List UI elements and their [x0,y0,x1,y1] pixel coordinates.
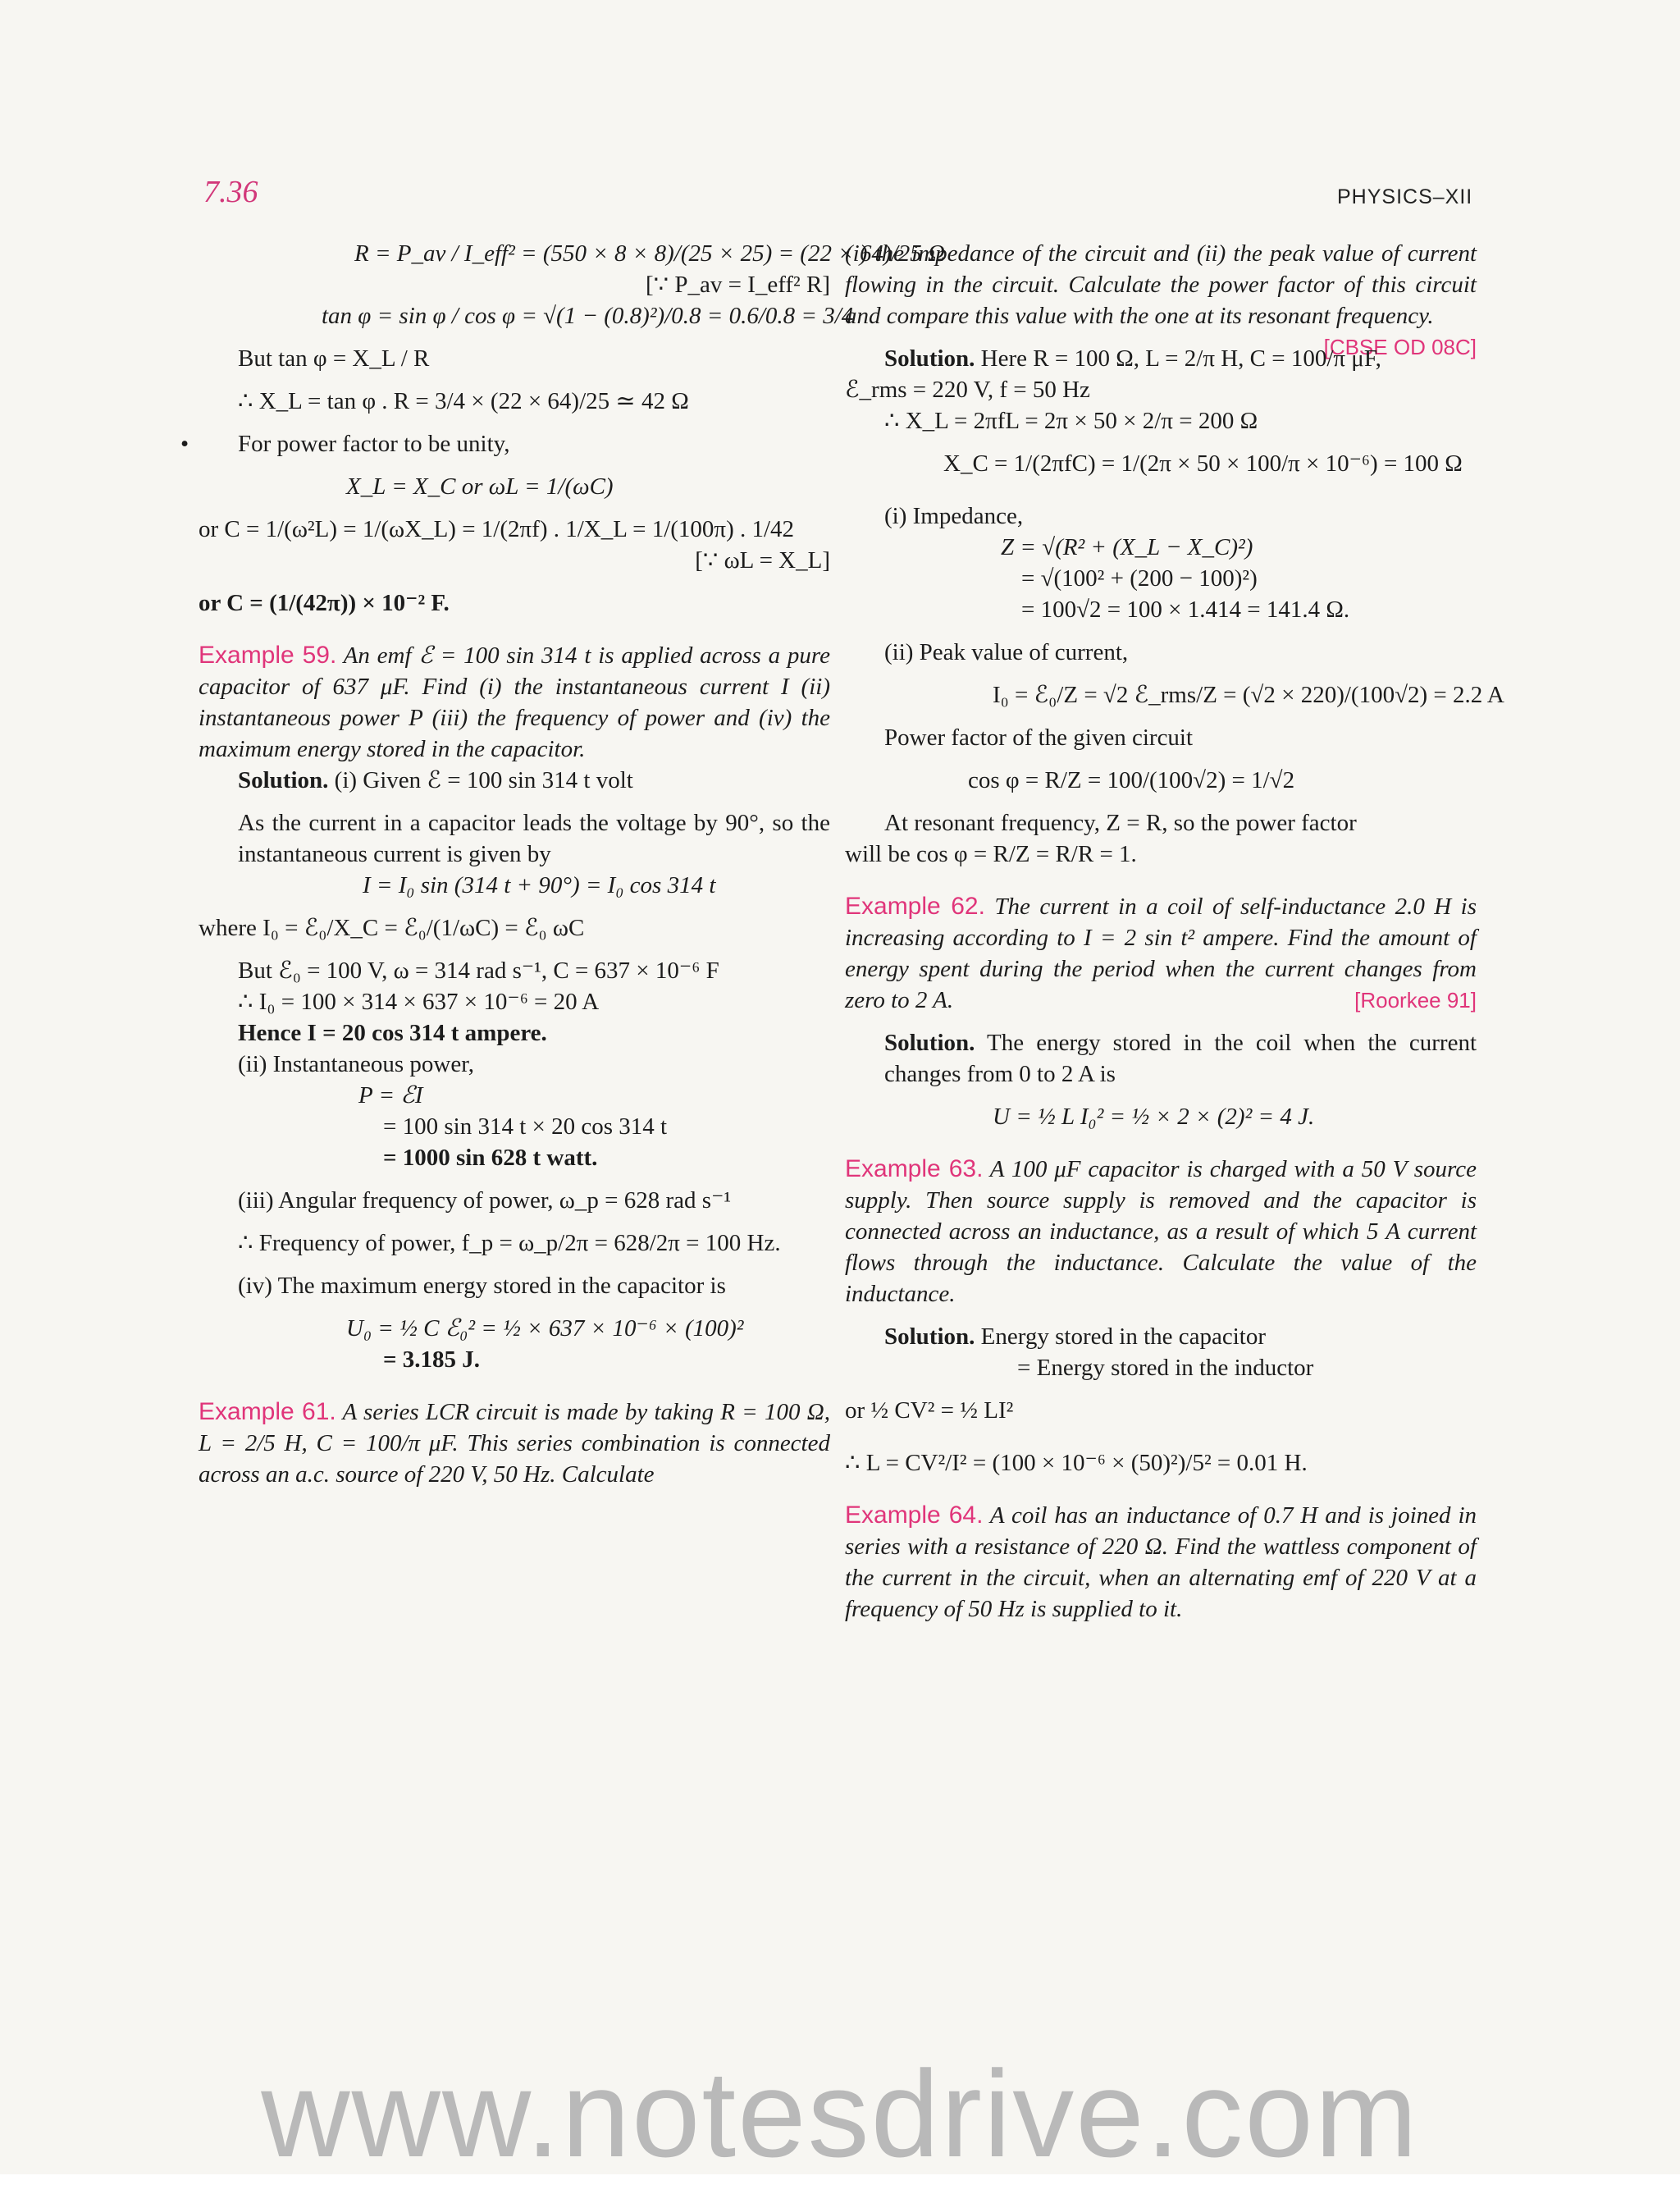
equation-line: ∴ Frequency of power, f_p = ω_p/2π = 628/2π = 100 Hz. [238,1230,781,1256]
equation-line: or C = 1/(ω²L) = 1/(ωX_L) = 1/(2πf) . 1/X_L = 1/(100π) . 1/42 [199,516,795,542]
example-label: Example 62. [845,893,985,920]
example-61-statement-continued: (i) the impedance of the circuit and (ii) the peak value of current flowing in the circuit. Calculate the power factor of this circuit and compare this value with the one at its resonant frequency. [CBSE OD 08C] [845,238,1477,331]
body-text: (ii) Instantaneous power, [238,1051,474,1077]
equation-line: or C = (1/(42π)) × 10⁻² F. [199,590,450,616]
example-64-statement: Example 64. A coil has an inductance of 0.7 H and is joined in series with a resistance of 220 Ω. Find the wattless component of the current in the circuit, when an alternating emf of 220 V at a frequency of 50 Hz is supplied to it. [845,1502,1477,1622]
page-number: 7.36 [203,175,258,209]
equation-line: I = I₀ sin (314 t + 90°) = I₀ cos 314 t [363,872,716,898]
equation-line: ℰ_rms = 220 V, f = 50 Hz [845,377,1090,403]
equation-line: ∴ I₀ = 100 × 314 × 637 × 10⁻⁶ = 20 A [238,989,600,1015]
example-62-statement: Example 62. The current in a coil of self-inductance 2.0 H is increasing according to I = 2 sin t² ampere. Find the amount of energy spent during the period when the current changes from zero to 2 A. [Roorkee 91] [845,891,1477,1016]
equation-line: U₀ = ½ C ℰ₀² = ½ × 637 × 10⁻⁶ × (100)² [346,1315,744,1342]
example-label: Example 59. [199,642,337,669]
equation-line: But tan φ = X_L / R [238,345,430,372]
reference-tag: [CBSE OD 08C] [1323,335,1477,359]
equation-line: will be cos φ = R/Z = R/R = 1. [845,841,1137,867]
body-text: (i) Impedance, [884,503,1024,529]
example-61-statement: Example 61. A series LCR circuit is made by taking R = 100 Ω, L = 2/5 H, C = 100/π μF. This series combination is connected across an a.c. source of 220 V, 50 Hz. Calculate [199,1398,830,1488]
equation-line: where I₀ = ℰ₀/X_C = ℰ₀/(1/ωC) = ℰ₀ ωC [199,915,585,941]
equation-note: [∵ P_av = I_eff² R] [646,272,830,298]
equation-line: or ½ CV² = ½ LI² [845,1397,1014,1424]
body-text: (ii) Peak value of current, [884,639,1129,665]
equation-line: cos φ = R/Z = 100/(100√2) = 1/√2 [968,767,1295,793]
watermark-text: www.notesdrive.com [261,2045,1419,2183]
equation-line: = 100 sin 314 t × 20 cos 314 t [383,1113,668,1140]
body-text: • For power factor to be unity, [199,428,830,459]
equation-line: ∴ L = CV²/I² = (100 × 10⁻⁶ × (50)²)/5² = 0.01 H. [845,1450,1308,1476]
example-59-statement: Example 59. An emf ℰ = 100 sin 314 t is applied across a pure capacitor of 637 μF. Find (i) the instantaneous current I (ii) instantaneous power P (iii) the frequency of power and (iv) the maximum energy stored in the capacitor. [199,642,830,762]
example-63-statement: Example 63. A 100 μF capacitor is charged with a 50 V source supply. Then source supply is removed and the capacitor is connected across an inductance, as a result of which 5 A current flows through the inductance. Calculate the value of the inductance. [845,1155,1477,1307]
equation-line: = 3.185 J. [383,1346,481,1373]
solution-line: Solution. (i) Given ℰ = 100 sin 314 t volt [238,767,633,793]
solution-line: Solution. Energy stored in the capacitor [884,1323,1267,1350]
example-label: Example 64. [845,1502,984,1529]
body-text: (iii) Angular frequency of power, ω_p = 628 rad s⁻¹ [238,1187,732,1214]
equation-line: = √(100² + (200 − 100)²) [1021,565,1258,592]
equation-line: But ℰ₀ = 100 V, ω = 314 rad s⁻¹, C = 637 × 10⁻⁶ F [238,958,719,984]
equation-line: tan φ = sin φ / cos φ = √(1 − (0.8)²)/0.8 = 0.6/0.8 = 3/4 [322,303,854,329]
right-column [845,238,1504,1625]
equation-line: U = ½ L I₀² = ½ × 2 × (2)² = 4 J. [993,1104,1315,1130]
equation-line: X_L = X_C or ωL = 1/(ωC) [346,473,614,500]
equation-line: = 1000 sin 628 t watt. [383,1145,598,1171]
solution-line: Solution. The energy stored in the coil when the current changes from 0 to 2 A is [884,1030,1477,1087]
equation-line: I₀ = ℰ₀/Z = √2 ℰ_rms/Z = (√2 × 220)/(100√2) = 2.2 A [993,682,1504,708]
solution-line: Solution. Here R = 100 Ω, L = 2/π H, C = 100/π μF, [884,345,1381,372]
equation-note: [∵ ωL = X_L] [695,547,830,574]
equation-line: R = P_av / I_eff² = (550 × 8 × 8)/(25 × 25) = (22 × 64)/25 Ω [354,240,945,267]
body-text: At resonant frequency, Z = R, so the power factor [884,810,1357,836]
book-title: PHYSICS–XII [1337,185,1473,208]
equation-line: ∴ X_L = tan φ . R = 3/4 × (22 × 64)/25 ≃ 42 Ω [238,388,689,414]
bullet-marker: • [180,431,189,457]
body-text: As the current in a capacitor leads the voltage by 90°, so the instantaneous current is given by [238,810,830,867]
equation-line: Hence I = 20 cos 314 t ampere. [238,1020,547,1046]
body-text: (iv) The maximum energy stored in the capacitor is [238,1273,726,1299]
example-label: Example 63. [845,1155,984,1182]
equation-line: ∴ X_L = 2πfL = 2π × 50 × 2/π = 200 Ω [884,408,1258,434]
equation-line: = 100√2 = 100 × 1.414 = 141.4 Ω. [1021,597,1350,623]
body-text: = Energy stored in the inductor [1017,1355,1314,1381]
equation-line: P = ℰI [358,1082,423,1108]
body-text: Power factor of the given circuit [884,725,1194,751]
equation-line: X_C = 1/(2πfC) = 1/(2π × 50 × 100/π × 10⁻⁶) = 100 Ω [943,450,1463,477]
reference-tag: [Roorkee 91] [1354,988,1477,1013]
example-label: Example 61. [199,1398,336,1425]
equation-line: Z = √(R² + (X_L − X_C)²) [1001,534,1253,560]
